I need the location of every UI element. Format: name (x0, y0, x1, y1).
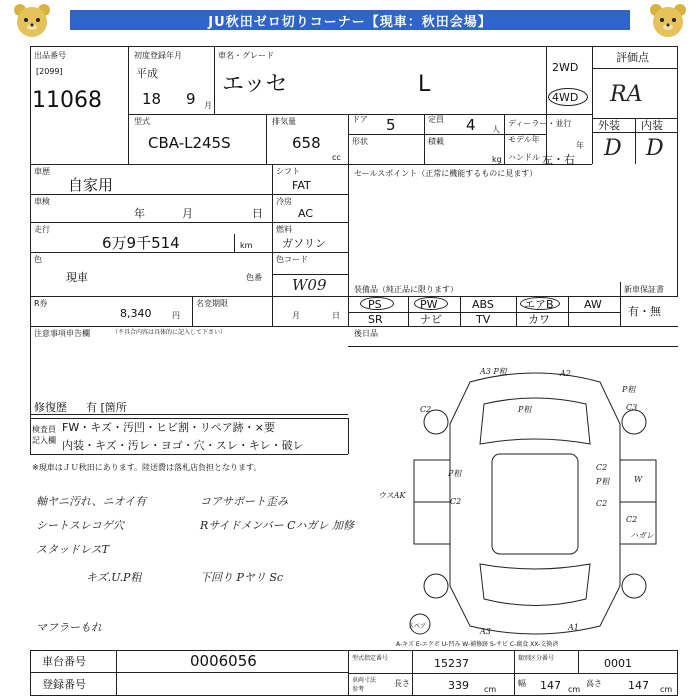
ac-label: 冷房 (276, 197, 292, 206)
lot-sub: [2099] (36, 67, 63, 76)
ref-label: 参考 (352, 686, 365, 693)
shape-label: 形状 (352, 137, 368, 146)
inspector-line2: 内装・キズ・汚レ・ヨゴ・穴・スレ・キレ・破レ (62, 439, 304, 452)
diag-label-c2b: C2 (450, 497, 462, 506)
model: CBA-L245S (148, 134, 231, 152)
fuel-label: 燃料 (276, 225, 292, 234)
height: 147 (628, 679, 649, 692)
newrec: 有・無 (628, 305, 661, 318)
bear-mascot-icon (648, 2, 688, 38)
width: 147 (540, 679, 561, 692)
height-label: 高さ (586, 679, 602, 688)
reg-label: 初度登録年月 (134, 51, 182, 60)
iro-ban: 色番 (246, 273, 262, 282)
inspection-label: 車検 (34, 197, 50, 206)
dim-label: 車両寸法 (352, 677, 377, 684)
repair-value: 有 [箇所 (86, 401, 127, 414)
caution-sub: （不具合内容は具体的に記入して下さい） (112, 329, 227, 336)
name-label: 車名・グレード (218, 51, 274, 60)
car-name: エッセ (222, 72, 288, 97)
diag-label-pso3: P粗 (448, 469, 462, 478)
equip-sr: SR (368, 313, 383, 326)
shift: FAT (292, 179, 311, 192)
hand-note-4: Rサイドメンバー Cハガレ 加修 (200, 519, 355, 532)
reg-year: 18 (142, 90, 162, 108)
exterior-grade: D (604, 136, 622, 161)
diag-label-c2a: C2 (420, 405, 432, 414)
hand-note-2: コアサポート歪み (200, 495, 288, 508)
width-label: 幅 (518, 679, 526, 688)
reg-month: 9 (186, 90, 196, 108)
type-no: 15237 (434, 657, 469, 670)
insp-month: 月 (182, 207, 193, 220)
load-label: 積載 (428, 137, 444, 146)
drive-2wd: 2WD (552, 61, 579, 74)
diag-label-c2e: C2 (626, 515, 638, 524)
color-label: 色 (34, 255, 42, 264)
hand-note-5: スタッドレスT (36, 543, 110, 556)
auction-sheet (30, 46, 678, 696)
ac: AC (298, 207, 314, 220)
seat-label: 定員 (428, 115, 444, 124)
history-label: 車歴 (34, 167, 50, 176)
inspector-label: 検査員 記入欄 (32, 425, 56, 446)
shift-label: シフト (276, 167, 300, 176)
bear-mascot-icon (12, 2, 52, 38)
tax: 8,340 (120, 307, 152, 320)
equip-label: 装備品（純正品に限ります） (354, 285, 458, 294)
door-label: ドア (352, 115, 368, 124)
reg-number-label: 登録番号 (42, 678, 86, 691)
score: RA (610, 82, 643, 107)
diag-label-pso1: P粗 (518, 405, 532, 414)
yen-unit: 円 (172, 311, 180, 320)
modelyear-label: モデル年 (508, 135, 540, 144)
equip-ps: PS (368, 298, 382, 311)
colorcode-label: 色コード (276, 255, 308, 264)
seats: 4 (466, 116, 476, 134)
cc-unit: cc (332, 153, 341, 162)
diag-label-spare: スペア (408, 623, 427, 630)
interior-label: 内装 (641, 119, 663, 132)
interior-grade: D (646, 136, 664, 161)
diag-label-pso2: P粗 (622, 385, 636, 394)
displacement: 658 (292, 134, 321, 152)
pref-label: 名変期限 (196, 299, 228, 308)
inspector-line1: FW・キズ・汚凹・ヒビ割・リペア跡・×要 (62, 421, 275, 434)
score-label: 評価点 (616, 51, 649, 64)
doors: 5 (386, 116, 396, 134)
mileage-label: 走行 (34, 225, 50, 234)
length-label: 長さ (394, 679, 410, 688)
mileage: 6万9千514 (102, 234, 180, 252)
diag-label-c2c: C2 (596, 463, 608, 472)
grade: L (418, 72, 431, 97)
colorcode: W09 (292, 276, 327, 294)
sales-label: セールスポイント（正常に機能するものに見ます） (354, 169, 538, 178)
hand-note-7: 下回り Pヤリ Sc (200, 571, 284, 584)
equip-airbag: エアB (524, 298, 554, 311)
diag-label-usak: ウスAK (378, 491, 406, 500)
hand-note-3: シートスレコゲ穴 (36, 519, 124, 532)
insp-year: 年 (134, 207, 145, 220)
year-unit: 年 (576, 141, 584, 150)
history: 自家用 (68, 176, 114, 194)
newrec-label: 新車保証書 (624, 285, 664, 294)
damage-legend: A-キズ E-エクボ U-凹み W-補修跡 S-サビ C-腐食 XX-交換済 (396, 641, 559, 648)
pref-month: 月 (292, 311, 300, 320)
chassis-label: 車台番号 (42, 655, 86, 668)
handle: 左・右 (542, 153, 575, 166)
equip-abs: ABS (472, 298, 494, 311)
exterior-label: 外装 (598, 119, 620, 132)
diag-label-a2: A2 (560, 369, 571, 378)
lot-number: 11068 (32, 88, 102, 113)
kg-unit: kg (492, 155, 502, 164)
fuel: ガソリン (282, 237, 326, 250)
hand-note-6: キズ.U.P粗 (86, 571, 142, 584)
diag-label-a3: A3 (480, 627, 491, 636)
cm-3: cm (660, 685, 673, 694)
class-no: 0001 (604, 657, 632, 670)
type-label: 型式指定番号 (352, 655, 389, 662)
caution-label: 注意事項申告欄 (34, 329, 90, 338)
aftermarket-label: 後日品 (354, 329, 378, 338)
cm-1: cm (484, 685, 497, 694)
class-label: 類別区分番号 (518, 655, 555, 662)
km-unit: km (240, 241, 253, 250)
seat-unit: 人 (492, 125, 500, 134)
diag-label-w: W (634, 475, 643, 484)
model-label: 型式 (134, 117, 150, 126)
chassis: 0006056 (190, 652, 257, 670)
era: 平成 (136, 67, 158, 80)
hand-note-8: マフラーもれ (36, 621, 102, 634)
disp-label: 排気量 (272, 117, 296, 126)
hand-note-1: 軸ヤニ汚れ、ニオイ有 (36, 495, 147, 508)
diag-label-a3pso: A3 P粗 (480, 367, 507, 376)
drive-4wd: 4WD (552, 91, 579, 104)
diag-label-c2d: C2 (596, 499, 608, 508)
length: 339 (448, 679, 469, 692)
tax-label: R券 (34, 299, 48, 308)
diag-label-a1: A1 (568, 623, 579, 632)
dealer-label: ディーラー・並行 (508, 119, 572, 128)
diag-label-c3: C3 (626, 403, 638, 412)
equip-pw: PW (420, 298, 438, 311)
equip-leather: カワ (528, 313, 550, 326)
lot-label: 出品番号 (34, 51, 66, 60)
color: 現車 (66, 271, 88, 284)
notice: ※現車はＪＵ秋田にあります。陸送費は落札店負担となります。 (32, 463, 262, 472)
equip-aw: AW (584, 298, 602, 311)
pref-day: 日 (332, 311, 340, 320)
cm-2: cm (568, 685, 581, 694)
month-unit: 月 (204, 101, 212, 110)
insp-day: 日 (252, 207, 263, 220)
diag-label-hagare: ハガレ (630, 531, 654, 540)
repair-label: 修復歴 (34, 401, 67, 414)
banner-title: JU秋田ゼロ切りコーナー【現車：秋田会場】 (70, 10, 630, 30)
handle-label: ハンドル (508, 153, 540, 162)
equip-tv: TV (476, 313, 491, 326)
equip-navi: ナビ (420, 313, 442, 326)
diag-label-pso4: P粗 (596, 477, 610, 486)
